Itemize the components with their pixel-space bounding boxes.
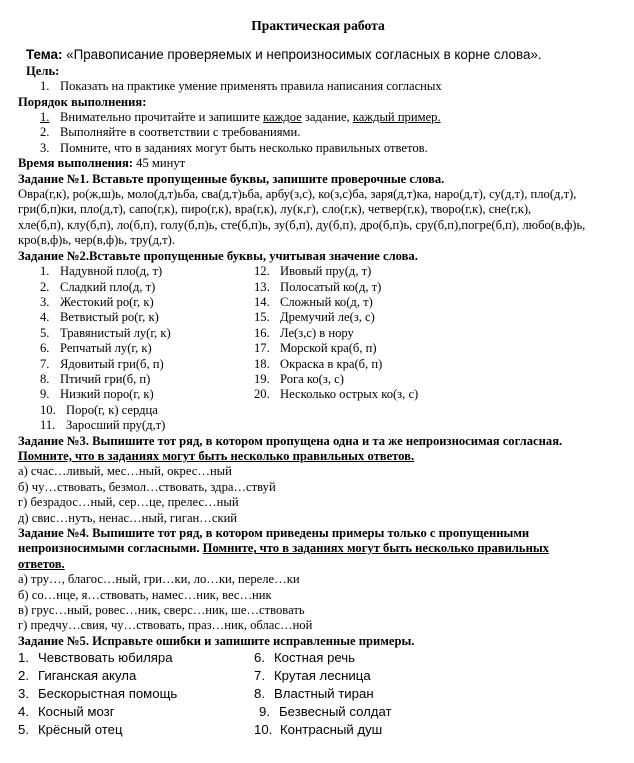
task2-title: Задание №2.Вставьте пропущенные буквы, учитывая значение слова. [18,248,418,263]
list-item [40,357,254,372]
item-text: Крёсный отец [38,722,123,738]
item-number: 5. [18,722,29,738]
task3-option: б) чу…ствовать, безмол…ствовать, здра…ствуй [18,479,276,494]
item-text: Крутая лесница [274,668,371,684]
item-text: Гиганская акула [38,668,137,684]
task1-title: Задание №1. Вставьте пропущенные буквы, запишите проверочные слова. [18,171,445,186]
list-item [40,141,618,156]
list-item [40,387,254,402]
page-title: Практическая работа [251,18,385,33]
task4-title-line [18,541,618,556]
order-list [18,110,618,156]
item-text: Выполняйте в соответствии с требованиями. [60,125,301,140]
list-item [40,418,254,433]
item-number: 8. [40,371,50,386]
item-number: 2. [18,668,29,684]
list-item [18,703,254,721]
item-text: Жестокий ро(г, к) [60,294,154,309]
list-item [40,326,254,341]
goal-list [18,79,618,94]
task2-left-column [18,264,254,433]
item-number: 13. [254,279,270,294]
list-item [18,721,254,739]
list-item [254,280,618,295]
item-number: 1. [18,650,29,666]
item-number: 3. [40,294,50,309]
list-item [254,721,618,739]
item-number: 18. [254,356,270,371]
task4-option: а) тру…, благос…ный, гри…ки, ло…ки, переле…ки [18,572,300,587]
task4-option: б) со…нце, я…ствовать, намес…ник, вес…ник [18,587,272,602]
list-item [254,387,618,402]
item-number: 16. [254,325,270,340]
item-number: 12. [254,264,270,279]
item-number: 7. [254,668,265,684]
item-number: 15. [254,310,270,325]
item-number: 17. [254,341,270,356]
item-text: Властный тиран [274,686,374,702]
list-item [18,649,254,667]
item-number: 19. [254,371,270,386]
underlined-word: каждое [263,110,302,125]
item-text: Сладкий пло(д, т) [60,279,156,294]
item-number: 3. [18,686,29,702]
time-line [18,156,618,171]
task4-title [18,526,618,572]
item-text: Костная речь [274,650,356,666]
list-item [40,110,618,125]
item-number: 9. [40,387,50,402]
task4-option: в) грус…ный, ровес…ник, сверс…ник, ше…ствовать [18,603,305,618]
list-item [18,685,254,703]
item-text: Ивовый пру(д, т) [280,264,372,279]
item-text: Полосатый ко(д, т) [280,279,382,294]
task5-title: Задание №5. Исправьте ошибки и запишите исправленные примеры. [18,633,415,648]
task2-right-column [254,264,618,433]
task4-option: г) предчу…свия, чу…ствовать, праз…ник, облас…ной [18,618,313,633]
order-label: Порядок выполнения: [18,94,147,109]
item-number: 4. [18,704,29,720]
item-text: Бескорыстная помощь [38,686,178,702]
item-number: 10. [40,402,56,417]
topic-text: «Правописание проверяемых и непроизносимых согласных в корне слова». [62,47,542,63]
list-item [254,703,618,721]
text-part: задание, [301,110,353,125]
item-text: Несколько острых ко(з, с) [280,387,419,402]
text-part: Внимательно прочитайте и запишите [60,110,264,125]
topic-line [26,47,618,62]
list-item [254,357,618,372]
item-text: Помните, что в заданиях могут быть несколько правильных ответов. [60,140,428,155]
list-item [254,326,618,341]
item-text: Птичий гри(б, п) [60,371,151,386]
list-item [40,372,254,387]
list-item [40,403,254,418]
item-text: Ле(з,с) в нору [280,325,354,340]
task3-note: Помните, что в заданиях могут быть несколько правильных ответов. [18,448,415,463]
item-number: 5. [40,325,50,340]
item-number: 20. [254,387,270,402]
list-item [40,280,254,295]
item-text: Чевствовать юбиляра [38,650,173,666]
task3-option: г) безрадос…ный, сер…це, прелес…ный [18,495,239,510]
item-number: 11. [40,418,56,433]
item-text: Низкий поро(г, к) [60,387,154,402]
item-number: 2. [40,279,50,294]
task5-right-column [254,649,618,739]
item-text: Косный мозг [38,704,115,720]
item-number: 7. [40,356,50,371]
item-number: 2. [40,125,50,140]
item-text: Репчатый лу(г, к) [60,341,152,356]
task4-note-end: ответов. [18,556,65,571]
item-text: Рога ко(з, с) [280,371,344,386]
list-item [254,372,618,387]
list-item [254,295,618,310]
topic-label: Тема: [26,47,63,63]
task1-line: гри(б,п)ки, пло(д,т), сапо(г,к), пиро(г,к), вра(г,к), лу(к,г), сло(г,к), четвер(г,к), творо(г,к), сне(г,к), [18,202,532,217]
list-item [254,264,618,279]
task5-left-column [18,649,254,739]
list-item [254,341,618,356]
item-text: Показать на практике умение применять правила написания согласных [60,79,442,94]
list-item [18,667,254,685]
item-text: Окраска в кра(б, п) [280,356,383,371]
list-item [40,341,254,356]
item-text: Морской кра(б, п) [280,341,377,356]
item-text: Контрасный душ [280,722,383,738]
item-text: Надувной пло(д, т) [60,264,163,279]
list-item [40,264,254,279]
item-number: 1. [40,79,50,94]
item-text: Заросший пру(д,т) [66,418,166,433]
item-text: Дремучий ле(з, с) [280,310,375,325]
item-number: 6. [40,341,50,356]
task3-option: д) свис…нуть, ненас…ный, гиган…ский [18,510,238,525]
worksheet [18,18,618,739]
text-part: непроизносимыми согласными. [18,541,203,556]
goal-label: Цель: [26,63,60,78]
item-text: Поро(г, к) сердца [66,402,158,417]
task5-columns [18,649,618,739]
task1-line: кро(в,ф)ь, чер(в,ф)ь, тру(д,т). [18,233,175,248]
task3-title: Задание №3. Выпишите тот ряд, в котором пропущена одна и та же непроизносимая согласная. [18,433,563,448]
item-number: 1. [40,264,50,279]
item-number: 8. [254,686,265,702]
item-text [60,110,441,125]
item-number: 1. [40,110,50,125]
item-number: 10. [254,722,273,738]
item-number: 14. [254,294,270,309]
list-item [40,125,618,140]
task1-line: Овра(г,к), ро(ж,ш)ь, моло(д,т)ьба, сва(д,т)ьба, арбу(з,с), ко(з,с)ба, заря(д,т)ка, наро(д,т), су(д,т), пло(д,т), [18,187,577,202]
item-text: Безвесный солдат [279,704,392,720]
list-item [254,685,618,703]
task4-title-line: Задание №4. Выпишите тот ряд, в котором приведены примеры только с пропущенными [18,526,530,540]
task1-line: хле(б,п), клу(б,п), ло(б,п), голу(б,п)ь, сте(б,п)ь, зу(б,п), ду(б,п), дро(б,п)ь, сру(б,п),погре(б,п), любо(в,ф)ь, [18,217,586,232]
task1-words [18,187,618,249]
task2-columns [18,264,618,433]
list-item [40,310,254,325]
item-number: 6. [254,650,265,666]
item-text: Травянистый лу(г, к) [60,325,171,340]
list-item [254,667,618,685]
task3-option: а) счас…ливый, мес…ный, окрес…ный [18,464,232,479]
item-text: Ветвистый ро(г, к) [60,310,159,325]
underlined-word: каждый пример. [352,110,441,125]
list-item [254,310,618,325]
item-number: 4. [40,310,50,325]
task4-note: Помните, что в заданиях могут быть несколько правильных [202,541,549,556]
item-number: 3. [40,140,50,155]
list-item [40,295,254,310]
item-number: 9. [259,704,270,720]
list-item [254,649,618,667]
list-item [40,79,618,94]
time-value: 45 минут [133,156,186,171]
item-text: Сложный ко(д, т) [280,294,373,309]
time-label: Время выполнения: [18,156,133,171]
item-text: Ядовитый гри(б, п) [60,356,164,371]
